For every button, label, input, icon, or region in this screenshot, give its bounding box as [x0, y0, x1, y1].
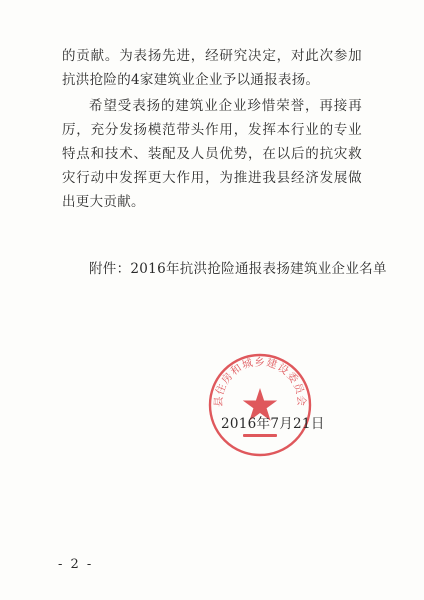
official-seal-stamp — [205, 350, 315, 460]
seal-bottom-mark — [243, 434, 277, 437]
attachment-line: 附件：2016年抗洪抢险通报表扬建筑业企业名单 — [89, 261, 387, 277]
paragraph-encouragement: 希望受表扬的建筑业企业珍惜荣誉，再接再厉，充分发扬模范带头作用，发挥本行业的专业特点和技术、装配及人员优势，在以后的抗灾救灾行动中发挥更大作用，为推进我县经济发展做出更大贡献。 — [62, 98, 362, 210]
seal-text: 县住房和城乡建设委员会 — [212, 356, 308, 408]
page-number: - 2 - — [58, 557, 94, 572]
issue-date: 2016年7月21日 — [221, 416, 325, 432]
paragraph-commendation: 的贡献。为表扬先进，经研究决定，对此次参加抗洪抢险的4家建筑业企业予以通报表扬。 — [62, 48, 362, 88]
